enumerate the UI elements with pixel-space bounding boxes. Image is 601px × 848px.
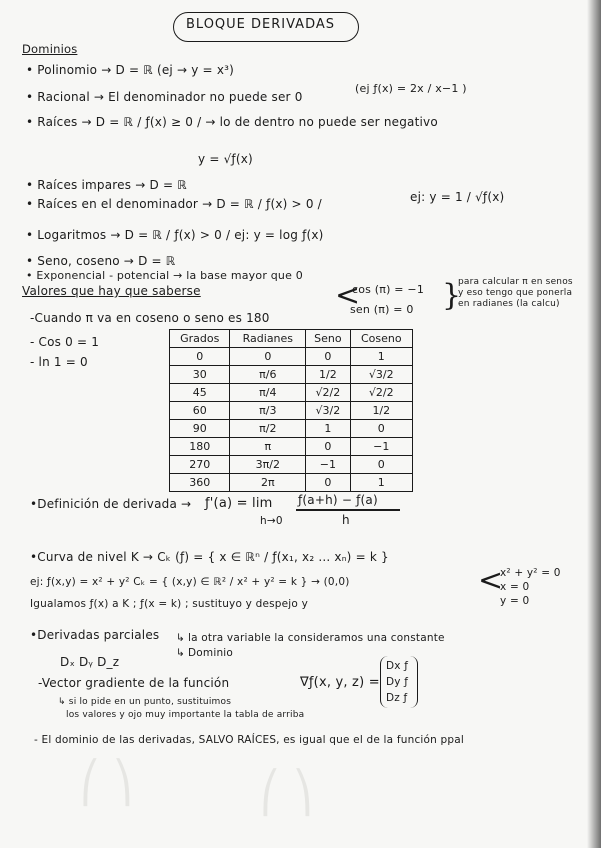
table-cell: 0: [306, 474, 350, 492]
derivada-lim: ƒ'(a) = lim: [205, 496, 273, 511]
header-coseno: Coseno: [350, 330, 412, 348]
table-cell: 30: [170, 366, 230, 384]
bleed-through-mark: ⎛ ⎞: [80, 760, 133, 806]
cos0-line: - Cos 0 = 1: [30, 335, 100, 349]
table-cell: 1/2: [350, 402, 412, 420]
derivada-label: •Definición de derivada →: [30, 497, 192, 511]
system-brace: <: [478, 563, 504, 598]
page-title: BLOQUE DERIVADAS: [186, 17, 335, 32]
parciales-arrow-2: ↳: [176, 647, 185, 659]
table-cell: 0: [306, 438, 350, 456]
system-eq-1: x² + y² = 0: [500, 567, 561, 579]
vector-dx: Dx ƒ: [386, 660, 409, 672]
dominio-exponencial: • Exponencial - potencial → la base mayor que 0: [26, 269, 303, 282]
system-eq-2: x = 0: [500, 581, 530, 593]
pi-line: -Cuando π va en coseno o seno es 180: [30, 311, 270, 325]
ln1-line: - ln 1 = 0: [30, 355, 88, 369]
gradiente-note-2: los valores y ojo muy importante la tabla de arriba: [66, 710, 305, 720]
table-cell: 0: [306, 348, 350, 366]
header-seno: Seno: [306, 330, 350, 348]
table-row: [170, 348, 413, 366]
derivada-limit-sub: h→0: [260, 515, 283, 527]
parciales-label: •Derivadas parciales: [30, 628, 160, 642]
pi-brace: <: [335, 278, 361, 313]
cos-pi: cos (π) = −1: [352, 283, 425, 296]
table-cell: √2/2: [306, 384, 350, 402]
trig-table: [169, 329, 413, 492]
dominio-raices-impares: • Raíces impares → D = ℝ: [26, 178, 187, 192]
dominios-heading: Dominios: [22, 42, 78, 56]
table-row: [170, 438, 413, 456]
table-cell: 0: [170, 348, 230, 366]
racional-example: (ej ƒ(x) = 2x / x−1 ): [355, 82, 467, 95]
system-eq-3: y = 0: [500, 595, 530, 607]
table-cell: √3/2: [306, 402, 350, 420]
header-radianes: Radianes: [230, 330, 306, 348]
table-cell: 1: [350, 348, 412, 366]
note-line-1: para calcular π en senos: [458, 277, 573, 287]
gradiente-note-1: ↳ si lo pide en un punto, sustituimos: [58, 697, 232, 707]
table-cell: √2/2: [350, 384, 412, 402]
fraction-bar: [296, 509, 400, 511]
vector-dz: Dz ƒ: [386, 692, 408, 704]
dominio-racional: • Racional → El denominador no puede ser 0: [26, 90, 303, 104]
valores-heading: Valores que hay que saberse: [22, 284, 201, 298]
table-cell: 0: [350, 456, 412, 474]
raiz-function: y = √ƒ(x): [198, 152, 253, 166]
table-cell: 360: [170, 474, 230, 492]
curva-line-3: Igualamos ƒ(x) a K ; ƒ(x = k) ; sustituyo y despejo y: [30, 598, 308, 610]
derivada-numerator: ƒ(a+h) − ƒ(a): [298, 493, 378, 507]
table-cell: 60: [170, 402, 230, 420]
table-row: [170, 366, 413, 384]
derivada-denominator: h: [342, 513, 350, 527]
header-grados: Grados: [170, 330, 230, 348]
table-cell: 180: [170, 438, 230, 456]
dominio-derivadas-line: - El dominio de las derivadas, SALVO RAÍCES, es igual que el de la función ppal: [34, 734, 465, 746]
table-cell: π/4: [230, 384, 306, 402]
table-cell: 270: [170, 456, 230, 474]
table-row: [170, 420, 413, 438]
table-cell: π/3: [230, 402, 306, 420]
table-cell: 0: [230, 348, 306, 366]
note-line-2: y eso tengo que ponerla: [458, 288, 573, 298]
table-cell: −1: [350, 438, 412, 456]
table-cell: π: [230, 438, 306, 456]
table-cell: π/2: [230, 420, 306, 438]
raices-denominador-example: ej: y = 1 / √ƒ(x): [410, 190, 505, 204]
table-cell: 90: [170, 420, 230, 438]
table-cell: −1: [306, 456, 350, 474]
table-cell: 0: [350, 420, 412, 438]
page-edge-shadow: [587, 0, 601, 848]
parciales-arrow: ↳: [176, 632, 185, 644]
table-cell: π/6: [230, 366, 306, 384]
gradiente-formula: ∇ƒ(x, y, z) =: [300, 675, 380, 690]
curva-line-1: •Curva de nivel K → Cₖ (ƒ) = { x ∈ ℝⁿ / ƒ(x₁, x₂ ... xₙ) = k }: [30, 550, 389, 564]
table-cell: 45: [170, 384, 230, 402]
table-row: [170, 402, 413, 420]
table-cell: 3π/2: [230, 456, 306, 474]
dominio-polinomio: • Polinomio → D = ℝ (ej → y = x³): [26, 63, 235, 77]
bleed-through-mark-2: ⎛ ⎞: [260, 770, 313, 816]
table-cell: 1: [306, 420, 350, 438]
table-cell: 2π: [230, 474, 306, 492]
vector-dy: Dy ƒ: [386, 676, 409, 688]
table-cell: 1/2: [306, 366, 350, 384]
dominio-raices: • Raíces → D = ℝ / ƒ(x) ≥ 0 / → lo de dentro no puede ser negativo: [26, 115, 438, 129]
table-cell: 1: [350, 474, 412, 492]
parciales-derivs: Dₓ Dᵧ D_z: [60, 655, 120, 669]
table-row: [170, 456, 413, 474]
parciales-branch-1: la otra variable la consideramos una constante: [188, 632, 445, 644]
curva-line-2: ej: ƒ(x,y) = x² + y² Cₖ = { (x,y) ∈ ℝ² / x² + y² = k } → (0,0): [30, 576, 350, 588]
sen-pi: sen (π) = 0: [350, 303, 414, 316]
dominio-raices-denominador: • Raíces en el denominador → D = ℝ / ƒ(x) > 0 /: [26, 197, 322, 211]
note-line-3: en radianes (la calcu): [458, 299, 560, 309]
parciales-branch-2: Dominio: [188, 647, 234, 659]
dominio-seno-coseno: • Seno, coseno → D = ℝ: [26, 254, 176, 268]
table-row: [170, 474, 413, 492]
note-brace: }: [442, 278, 462, 313]
table-header-row: [170, 330, 413, 348]
table-cell: √3/2: [350, 366, 412, 384]
table-row: [170, 384, 413, 402]
dominio-logaritmos: • Logaritmos → D = ℝ / ƒ(x) > 0 / ej: y = log ƒ(x): [26, 228, 324, 242]
gradiente-label: -Vector gradiente de la función: [38, 676, 230, 690]
